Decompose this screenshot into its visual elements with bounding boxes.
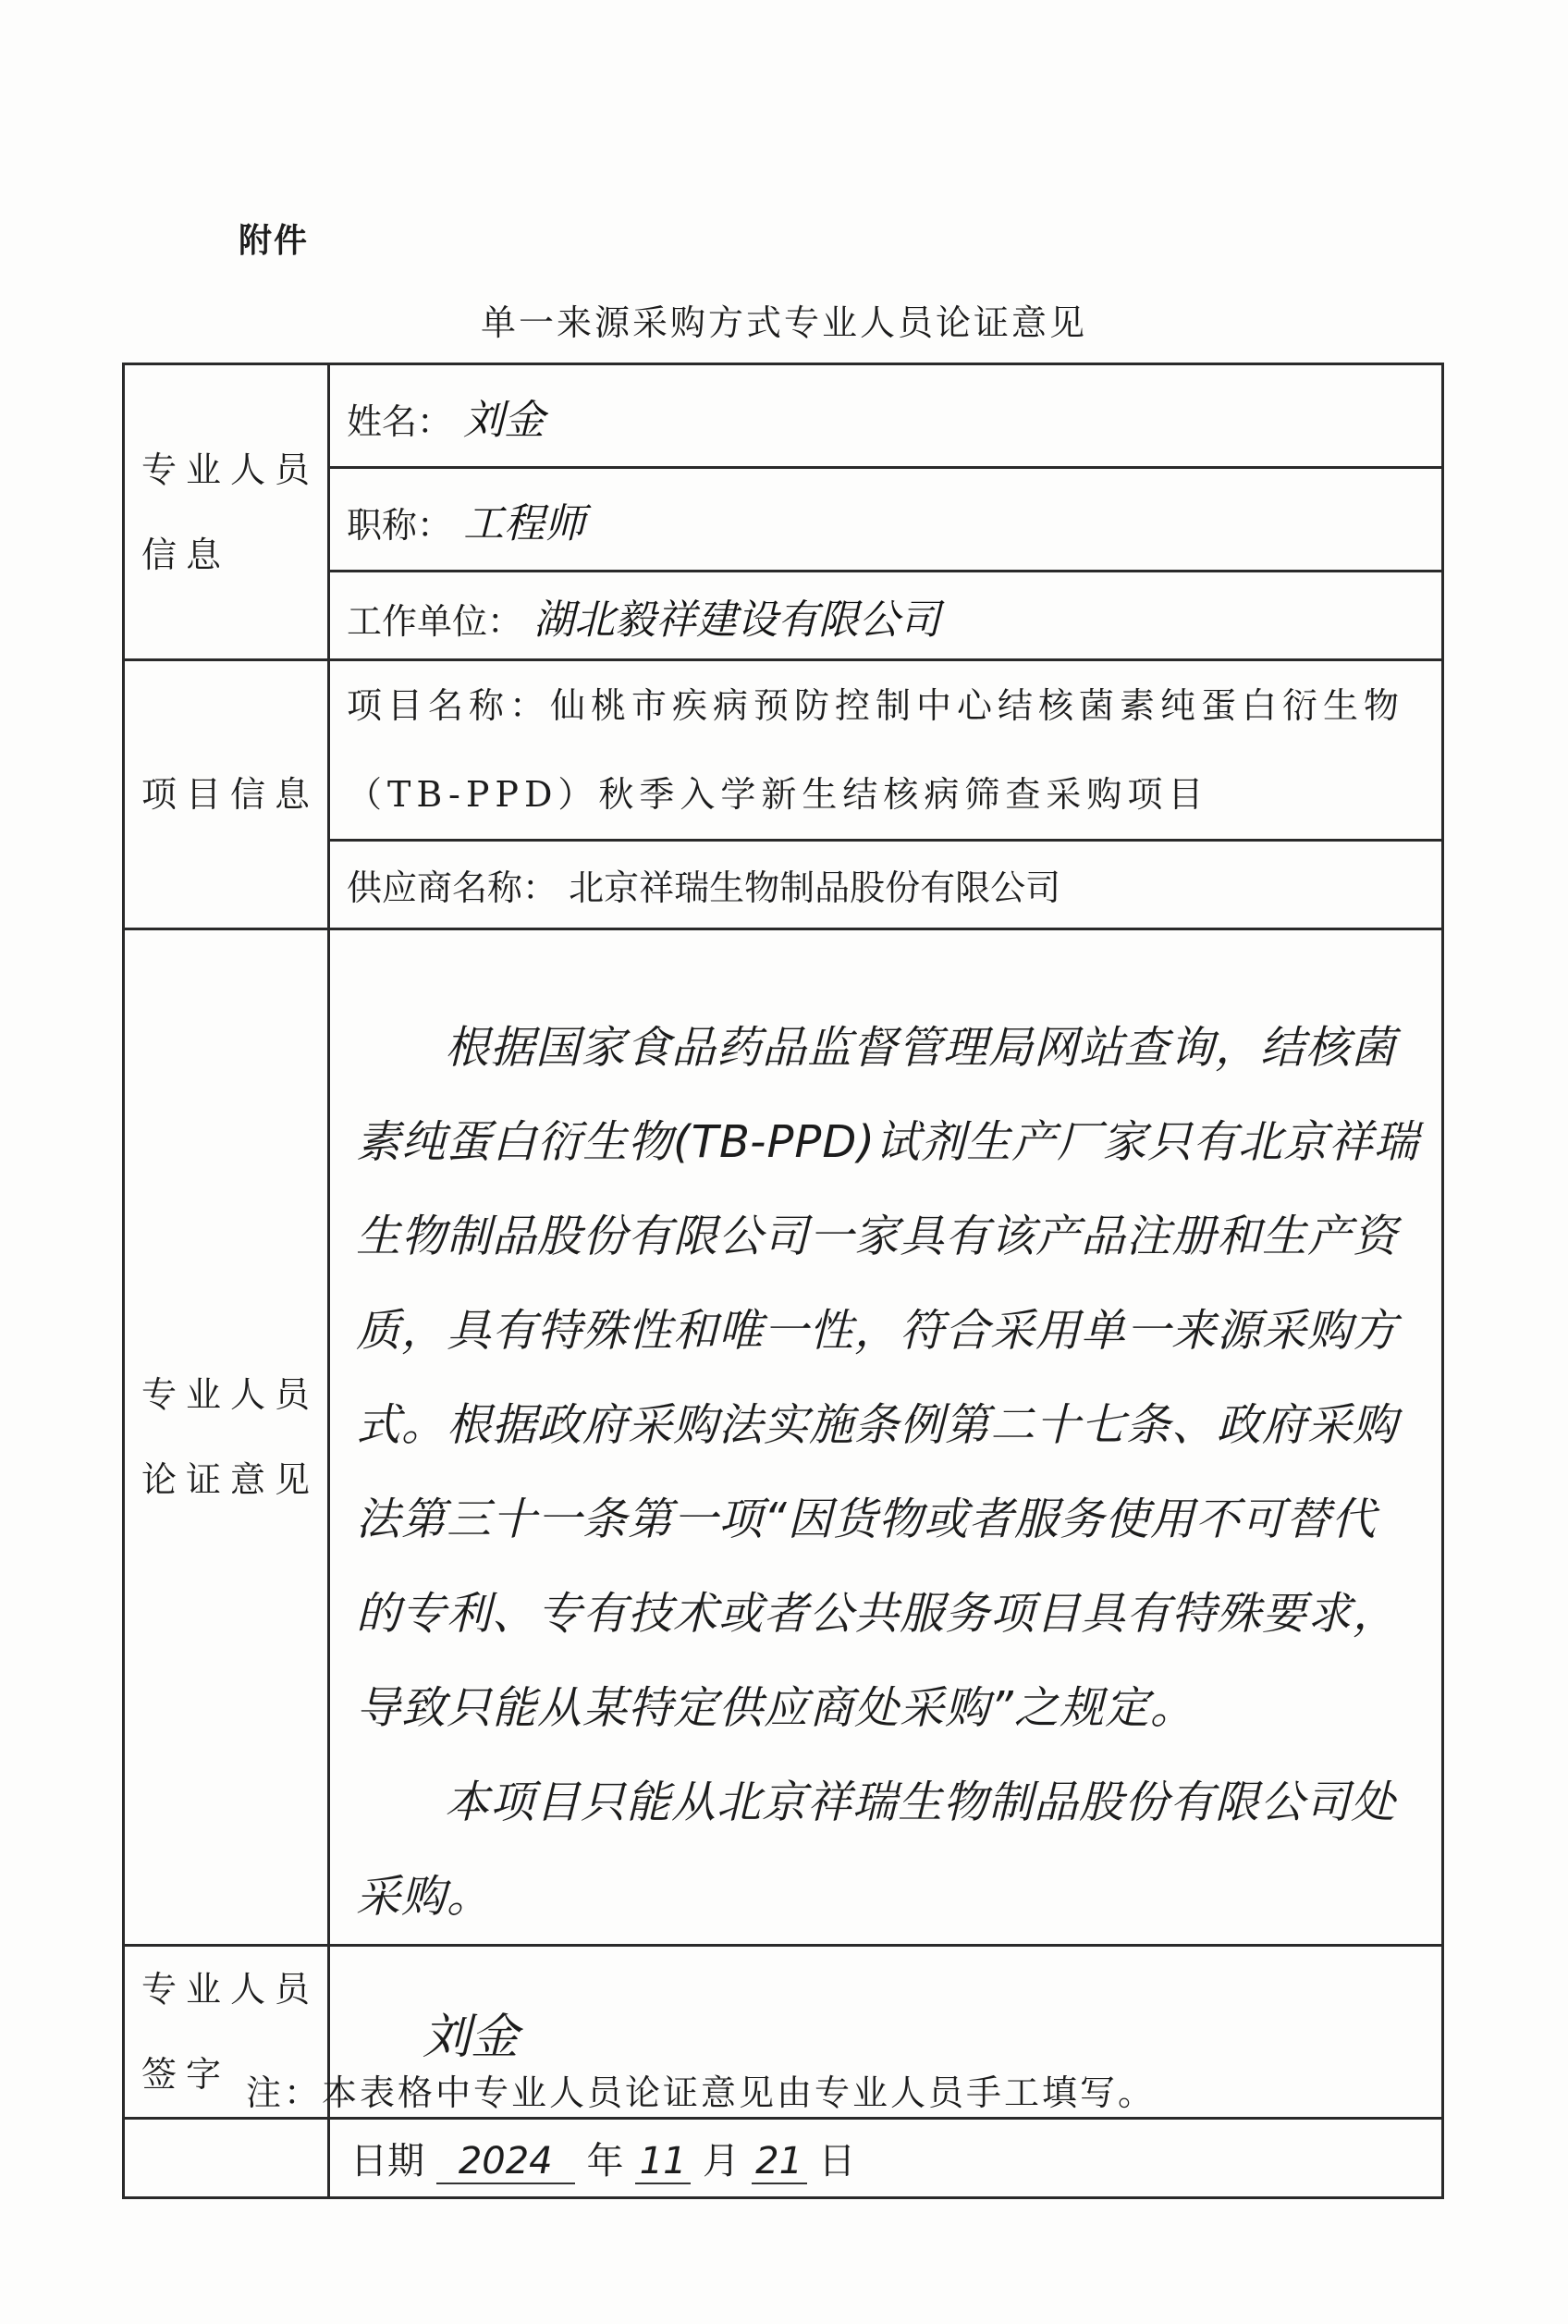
date-month: 11 [635,2140,691,2184]
date-prefix: 日期 [350,2140,424,2183]
project-info-label: 项目信息 [124,660,329,929]
date-month-unit: 月 [702,2140,740,2183]
date-day-unit: 日 [818,2140,856,2183]
job-title-label: 职称： [347,504,453,546]
date-year: 2024 [436,2140,575,2184]
signature-value: 刘金 [423,2009,520,2065]
supplier-label: 供应商名称： [347,867,558,908]
signature-label: 专业人员 签字 [124,1946,329,2119]
supplier-value: 北京祥瑞生物制品股份有限公司 [569,867,1061,908]
date-year-unit: 年 [586,2140,624,2183]
job-title-field [329,468,1443,572]
project-name-label: 项目名称： [347,685,551,726]
footnote: 注：本表格中专业人员论证意见由专业人员手工填写。 [246,2072,1157,2113]
form-title: 单一来源采购方式专业人员论证意见 [480,302,1087,343]
attachment-label: 附件 [239,221,310,260]
name-label: 姓名： [347,400,453,442]
employer-field [329,572,1443,660]
personnel-info-label: 专业人员 信息 [124,364,329,660]
employer-label: 工作单位： [347,600,523,642]
employer-value: 湖北毅祥建设有限公司 [533,596,941,644]
date-label-cell [124,2119,329,2198]
opinion-paragraph-1: 根据国家食品药品监督管理局网站查询，结核菌素纯蛋白衍生物(TB-PPD)试剂生产厂家只有北京祥瑞生物制品股份有限公司一家具有该产品注册和生产资质，具有特殊性和唯一性，符合采用单一来源采购方式。根据政府采购法实施条例第二十七条、政府采购法第三十一条第一项“因货物或者服务使用不可替代的专利、专有技术或者公共服务项目具有特殊要求，导致只能从某特定供应商处采购”之规定。 [356,1022,1420,1734]
project-name-value: 仙桃市疾病预防控制中心结核菌素纯蛋白衍生物（TB-PPD）秋季入学新生结核病筛查采购项目 [347,685,1405,815]
date-field [329,2119,1443,2198]
name-field [329,364,1443,468]
project-name-field [329,660,1443,841]
opinion-content [329,929,1443,1946]
supplier-field [329,841,1443,929]
opinion-paragraph-2: 本项目只能从北京祥瑞生物制品股份有限公司处采购。 [356,1777,1397,1923]
opinion-label: 专业人员 论证意见 [124,929,329,1946]
date-day: 21 [752,2140,807,2184]
job-title-value: 工程师 [463,499,586,547]
argument-form-table [122,363,1444,2199]
name-value: 刘金 [463,396,545,444]
